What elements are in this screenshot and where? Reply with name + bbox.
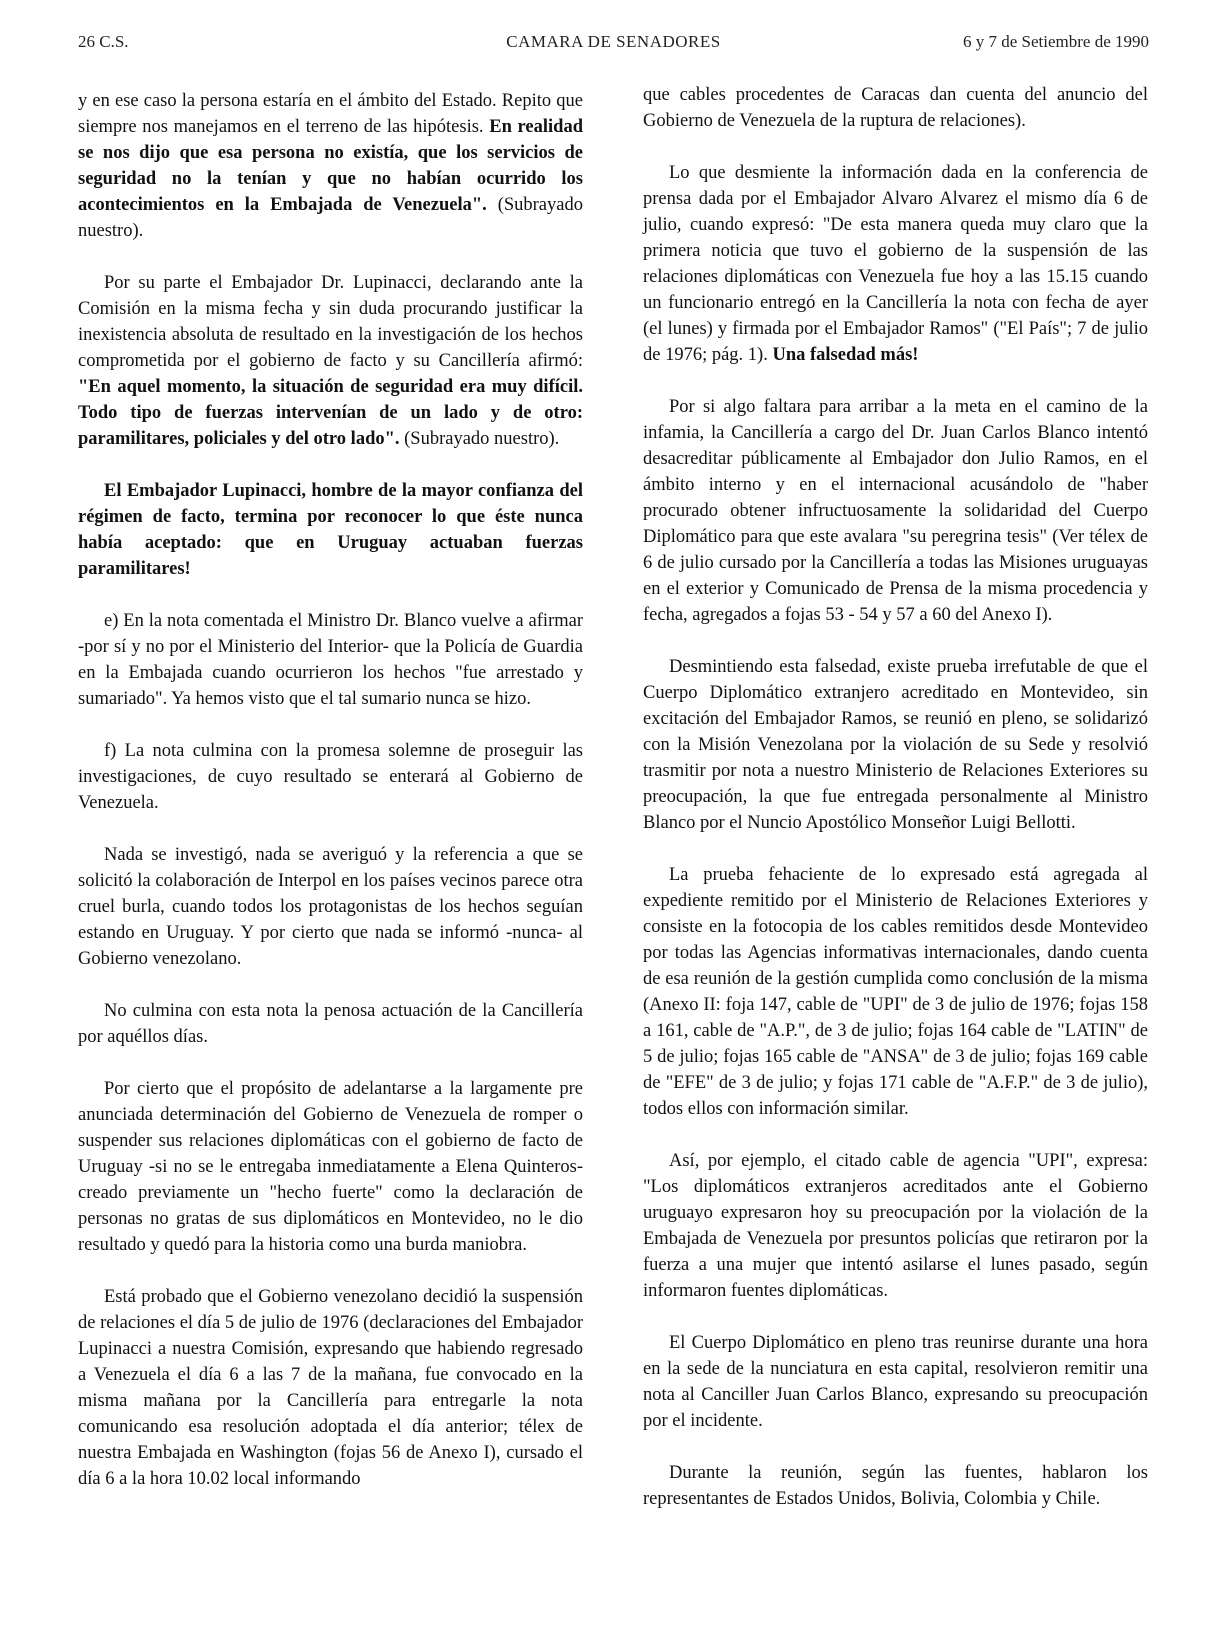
text-segment: Por cierto que el propósito de adelantarse a la largamente pre anunciada determinación del Gobierno de Venezuela de romper o suspender sus relaciones diplomáticas con el gobierno de facto de Uruguay -si no se le entregaba inmediatamente a Elena Quinteros- creado previamente un "hecho fuerte" como la declaración de personas no gratas de sus diplomáticos en Montevideo, no le dio resultado y quedó para la historia como una burda maniobra. — [78, 1079, 583, 1255]
session-date: 6 y 7 de Setiembre de 1990 — [962, 32, 1149, 51]
text-segment: Por si algo faltara para arribar a la meta en el camino de la infamia, la Cancillería a cargo del Dr. Juan Carlos Blanco intentó desacreditar públicamente al Embajador don Julio Ramos, en el ámbito interno y en el internacional acusándolo de "haber procurado obtener infructuosamente la solidaridad del Cuerpo Diplomático para que este avalara "su peregrina tesis" (Ver télex de 6 de julio cursado por la Cancillería a todas las Misiones uruguayas en el exterior y Comunicado de Prensa de la misma procedencia y fecha, agregados a fojas 53 - 54 y 57 a 60 del Anexo I). — [643, 397, 1148, 625]
paragraph — [78, 1284, 583, 1492]
paragraph — [643, 654, 1148, 836]
text-segment: e) En la nota comentada el Ministro Dr. Blanco vuelve a afirmar -por sí y no por el Ministerio del Interior- que la Policía de Guardia en la Embajada cuando ocurrieron los hechos "fue arrestado y sumariado". Ya hemos visto que el tal sumario nunca se hizo. — [78, 611, 583, 709]
text-segment: que cables procedentes de Caracas dan cuenta del anuncio del Gobierno de Venezuela de la ruptura de relaciones). — [643, 85, 1148, 131]
paragraph — [643, 862, 1148, 1122]
text-segment: Está probado que el Gobierno venezolano decidió la suspensión de relaciones el día 5 de julio de 1976 (declaraciones del Embajador Lupinacci a nuestra Comisión, expresando que habiendo regresado a Venezuela el día 6 a las 7 de la mañana, fue convocado en la misma mañana por la Cancillería para entregarle la nota comunicando esa resolución adoptada el día anterior; télex de nuestra Embajada en Washington (fojas 56 de Anexo I), cursado el día 6 a la hora 10.02 local informando — [78, 1287, 583, 1489]
paragraph — [78, 608, 583, 712]
paragraph — [78, 998, 583, 1050]
paragraph — [643, 160, 1148, 368]
text-segment: Nada se investigó, nada se averiguó y la referencia a que se solicitó la colaboración de Interpol en los países vecinos parece otra cruel burla, cuando todos los protagonistas de los hechos seguían estando en Uruguay. Y por cierto que nada se informó -nunca- al Gobierno venezolano. — [78, 845, 583, 969]
text-segment: Desmintiendo esta falsedad, existe prueba irrefutable de que el Cuerpo Diplomático extranjero acreditado en Montevideo, sin excitación del Embajador Ramos, se reunió en pleno, se solidarizó con la Misión Venezolana por la violación de su Sede y resolvió trasmitir por nota a nuestro Ministerio de Relaciones Exteriores su preocupación, la que fue entregada personalmente al Ministro Blanco por el Nuncio Apostólico Monseñor Luigi Bellotti. — [643, 657, 1148, 833]
bold-text-segment: El Embajador Lupinacci, hombre de la mayor confianza del régimen de facto, termina por reconocer lo que éste nunca había aceptado: que en Uruguay actuaban fuerzas paramilitares! — [78, 481, 583, 579]
paragraph — [78, 88, 583, 244]
text-segment: El Cuerpo Diplomático en pleno tras reunirse durante una hora en la sede de la nunciatura en esta capital, resolvieron remitir una nota al Canciller Juan Carlos Blanco, expresando su preocupación por el incidente. — [643, 1333, 1148, 1431]
text-segment: Durante la reunión, según las fuentes, hablaron los representantes de Estados Unidos, Bolivia, Colombia y Chile. — [643, 1463, 1148, 1509]
page-reference: 26 C.S. — [78, 32, 129, 51]
bold-text-segment: Una falsedad más! — [772, 345, 919, 365]
text-segment: No culmina con esta nota la penosa actuación de la Cancillería por aquéllos días. — [78, 1001, 583, 1047]
right-column — [643, 82, 1148, 1538]
text-segment: Por su parte el Embajador Dr. Lupinacci, declarando ante la Comisión en la misma fecha y sin duda procurando justificar la inexistencia absoluta de resultado en la investigación de los hechos comprometida por el gobierno de facto y su Cancillería afirmó: — [78, 273, 583, 371]
paragraph — [643, 1460, 1148, 1512]
text-segment: (Subrayado nuestro). — [78, 195, 583, 241]
paragraph — [78, 738, 583, 816]
text-segment: y en ese caso la persona estaría en el ámbito del Estado. Repito que siempre nos manejamos en el terreno de las hipótesis. — [78, 91, 583, 137]
text-segment: Lo que desmiente la información dada en la conferencia de prensa dada por el Embajador Alvaro Alvarez el mismo día 6 de julio, cuando expresó: "De esta manera queda muy claro que la primera noticia que tuvo el gobierno de la suspensión de las relaciones diplomáticas con Venezuela fue hoy a las 15.15 cuando un funcionario entregó en la Cancillería la nota con fecha de ayer (el lunes) y firmada por el Embajador Ramos" ("El País"; 7 de julio de 1976; pág. 1). — [643, 163, 1148, 365]
chamber-title: CAMARA DE SENADORES — [506, 32, 721, 51]
paragraph — [643, 394, 1148, 628]
bold-text-segment: "En aquel momento, la situación de seguridad era muy difícil. Todo tipo de fuerzas intervenían de un lado y de otro: paramilitares, policiales y del otro lado". — [78, 377, 583, 449]
paragraph — [78, 270, 583, 452]
paragraph — [643, 82, 1148, 134]
text-segment: (Subrayado nuestro). — [399, 429, 560, 449]
text-segment: f) La nota culmina con la promesa solemne de proseguir las investigaciones, de cuyo resultado se enterará al Gobierno de Venezuela. — [78, 741, 583, 813]
left-column — [78, 88, 583, 1518]
paragraph — [78, 1076, 583, 1258]
text-segment: Así, por ejemplo, el citado cable de agencia "UPI", expresa: "Los diplomáticos extranjeros acreditados ante el Gobierno uruguayo expresaron hoy su preocupación por la violación de la Embajada de Venezuela por presuntos policías que retiraron por la fuerza a una mujer que intentó asilarse el lunes pasado, según informaron fuentes diplomáticas. — [643, 1151, 1148, 1301]
bold-text-segment: En realidad se nos dijo que esa persona no existía, que los servicios de seguridad no la tenían y que no habían ocurrido los acontecimientos en la Embajada de Venezuela". — [78, 117, 583, 215]
paragraph — [78, 478, 583, 582]
text-segment: La prueba fehaciente de lo expresado está agregada al expediente remitido por el Ministerio de Relaciones Exteriores y consiste en la fotocopia de los cables remitidos desde Montevideo por todas las Agencias informativas internacionales, dando cuenta de esa reunión de la gestión cumplida como conclusión de la misma (Anexo II: foja 147, cable de "UPI" de 3 de julio de 1976; fojas 158 a 161, cable de "A.P.", de 3 de julio; fojas 164 cable de "LATIN" de 5 de julio; fojas 165 cable de "ANSA" de 3 de julio; fojas 169 cable de "EFE" de 3 de julio; y fojas 171 cable de "A.F.P." de 3 de julio), todos ellos con información similar. — [643, 865, 1148, 1119]
paragraph — [643, 1148, 1148, 1304]
paragraph — [643, 1330, 1148, 1434]
paragraph — [78, 842, 583, 972]
page-header — [78, 32, 1149, 58]
